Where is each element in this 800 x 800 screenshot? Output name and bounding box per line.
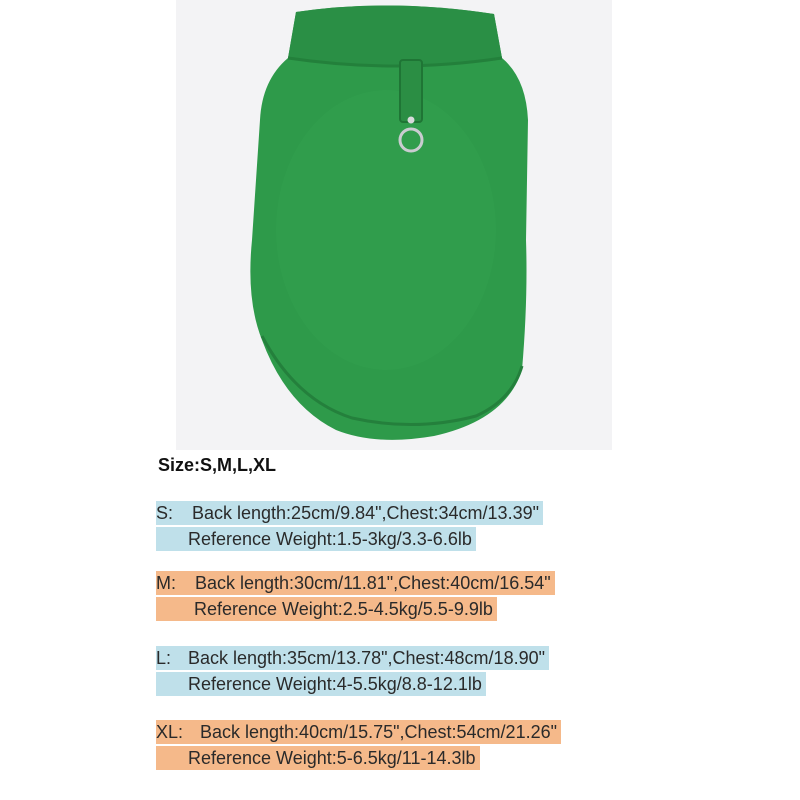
size-xl-line2 [156, 746, 480, 770]
size-l-weight: Reference Weight:4-5.5kg/8.8-12.1lb [188, 674, 482, 694]
size-xl-measurements: Back length:40cm/15.75",Chest:54cm/21.26" [200, 722, 557, 742]
size-xl-weight: Reference Weight:5-6.5kg/11-14.3lb [188, 748, 476, 768]
leash-tab [400, 60, 422, 122]
product-photo [176, 0, 612, 450]
size-m-line2 [156, 597, 497, 621]
size-s-line1 [156, 501, 543, 525]
size-l-line1 [156, 646, 549, 670]
size-s-line2 [156, 527, 476, 551]
size-l-line2 [156, 672, 486, 696]
size-s-weight: Reference Weight:1.5-3kg/3.3-6.6lb [188, 529, 472, 549]
size-m-measurements: Back length:30cm/11.81",Chest:40cm/16.54" [195, 573, 551, 593]
vest-collar [288, 5, 502, 66]
size-title-value: S,M,L,XL [200, 455, 277, 475]
size-m-weight: Reference Weight:2.5-4.5kg/5.5-9.9lb [194, 599, 493, 619]
size-xl-label: XL: [156, 722, 184, 742]
size-s-measurements: Back length:25cm/9.84",Chest:34cm/13.39" [192, 503, 539, 523]
size-s-label: S: [156, 503, 174, 523]
size-xl-line1 [156, 720, 561, 744]
dog-vest-illustration [176, 0, 612, 450]
size-m-line1 [156, 571, 555, 595]
size-l-measurements: Back length:35cm/13.78",Chest:48cm/18.90" [188, 648, 545, 668]
size-title-label: Size: [158, 455, 201, 475]
size-chart-title [158, 455, 276, 476]
tab-rivet-icon [408, 117, 415, 124]
size-m-label: M: [156, 573, 176, 593]
size-l-label: L: [156, 648, 172, 668]
